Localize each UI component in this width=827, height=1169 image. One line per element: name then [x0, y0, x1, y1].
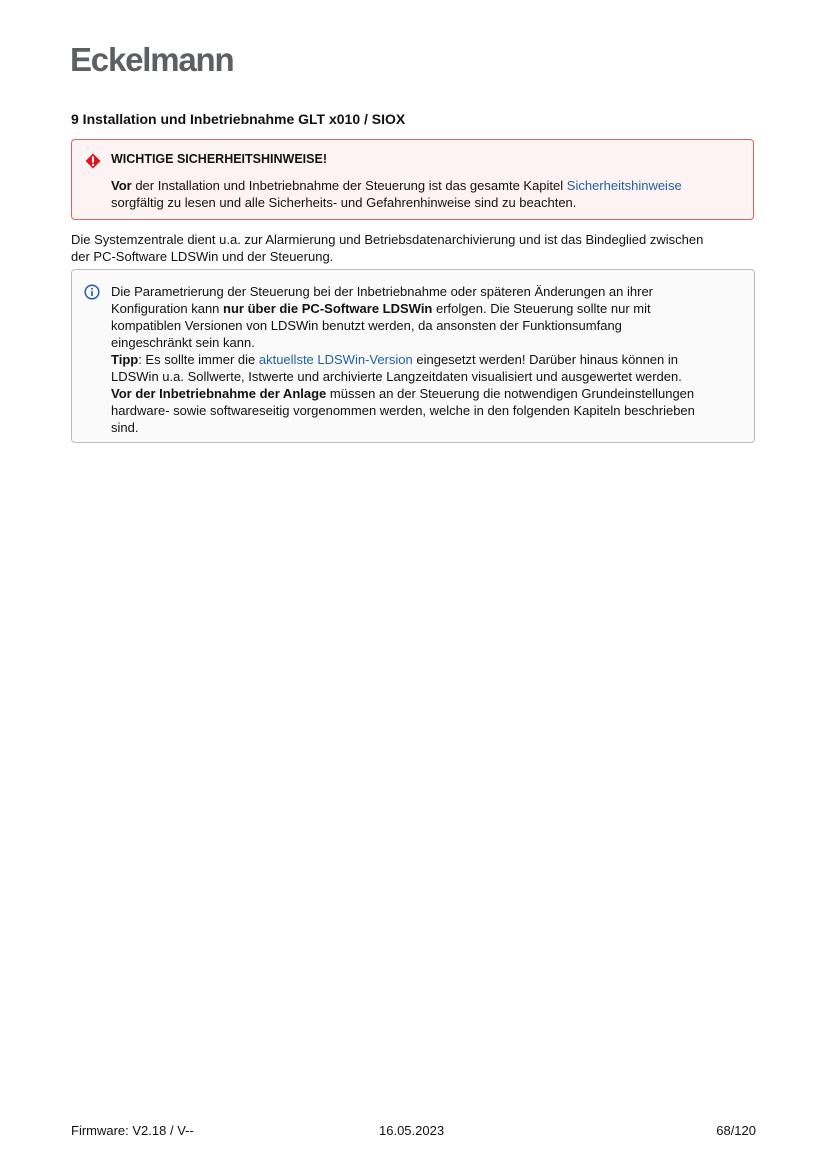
intro-line: der PC-Software LDSWin und der Steuerung. — [71, 249, 334, 264]
footer-page-number: 68/120 — [716, 1123, 756, 1138]
footer-date: 16.05.2023 — [379, 1123, 445, 1138]
intro-paragraph — [71, 231, 761, 265]
safety-warning-box — [71, 139, 754, 220]
warning-icon — [85, 153, 101, 169]
info-line: Konfiguration kann — [111, 301, 224, 316]
logo: Eckelmann — [70, 41, 234, 78]
link-sicherheitshinweise[interactable]: Sicherheitshinweise — [566, 178, 682, 193]
footer-firmware: Firmware: V2.18 / V-- — [71, 1123, 194, 1138]
warning-text — [111, 177, 741, 211]
info-line: : Es sollte immer die — [138, 352, 259, 367]
info-line: LDSWin u.a. Sollwerte, Istwerte und archivierte Langzeitdaten visualisiert und ausgewertet werden. — [111, 369, 682, 384]
warning-text-2: sorgfältig zu lesen und alle Sicherheits- und Gefahrenhinweise sind zu beachten. — [111, 195, 577, 210]
info-icon — [84, 284, 100, 300]
info-line: müssen an der Steuerung die notwendigen Grundeinstellungen — [326, 386, 695, 401]
info-bold: Vor der Inbetriebnahme der Anlage — [111, 386, 327, 401]
warning-title: WICHTIGE SICHERHEITSHINWEISE! — [111, 152, 327, 166]
info-line: sind. — [111, 420, 139, 435]
info-line: Die Parametrierung der Steuerung bei der Inbetriebnahme oder späteren Änderungen an ihrer — [111, 284, 654, 299]
section-title: 9 Installation und Inbetriebnahme GLT x010 / SIOX — [71, 111, 406, 127]
link-ldswin-version[interactable]: aktuellste LDSWin-Version — [258, 352, 413, 367]
info-bold: nur über die PC-Software LDSWin — [223, 301, 433, 316]
info-line: eingesetzt werden! Darüber hinaus können in — [412, 352, 678, 367]
info-line: erfolgen. Die Steuerung sollte nur mit — [432, 301, 651, 316]
intro-line: Die Systemzentrale dient u.a. zur Alarmierung und Betriebsdatenarchivierung und ist das Bindeglied zwischen — [71, 232, 704, 247]
info-box — [71, 269, 755, 443]
info-line: kompatiblen Versionen von LDSWin benutzt werden, da ansonsten der Funktionsumfang — [111, 318, 622, 333]
warning-bold: Vor — [111, 178, 132, 193]
info-text — [111, 283, 751, 436]
warning-text-1: der Installation und Inbetriebnahme der Steuerung ist das gesamte Kapitel — [131, 178, 567, 193]
info-line: hardware- sowie softwareseitig vorgenommen werden, welche in den folgenden Kapiteln beschrieben — [111, 403, 695, 418]
tip-label: Tipp — [111, 352, 139, 367]
info-line: eingeschränkt sein kann. — [111, 335, 255, 350]
